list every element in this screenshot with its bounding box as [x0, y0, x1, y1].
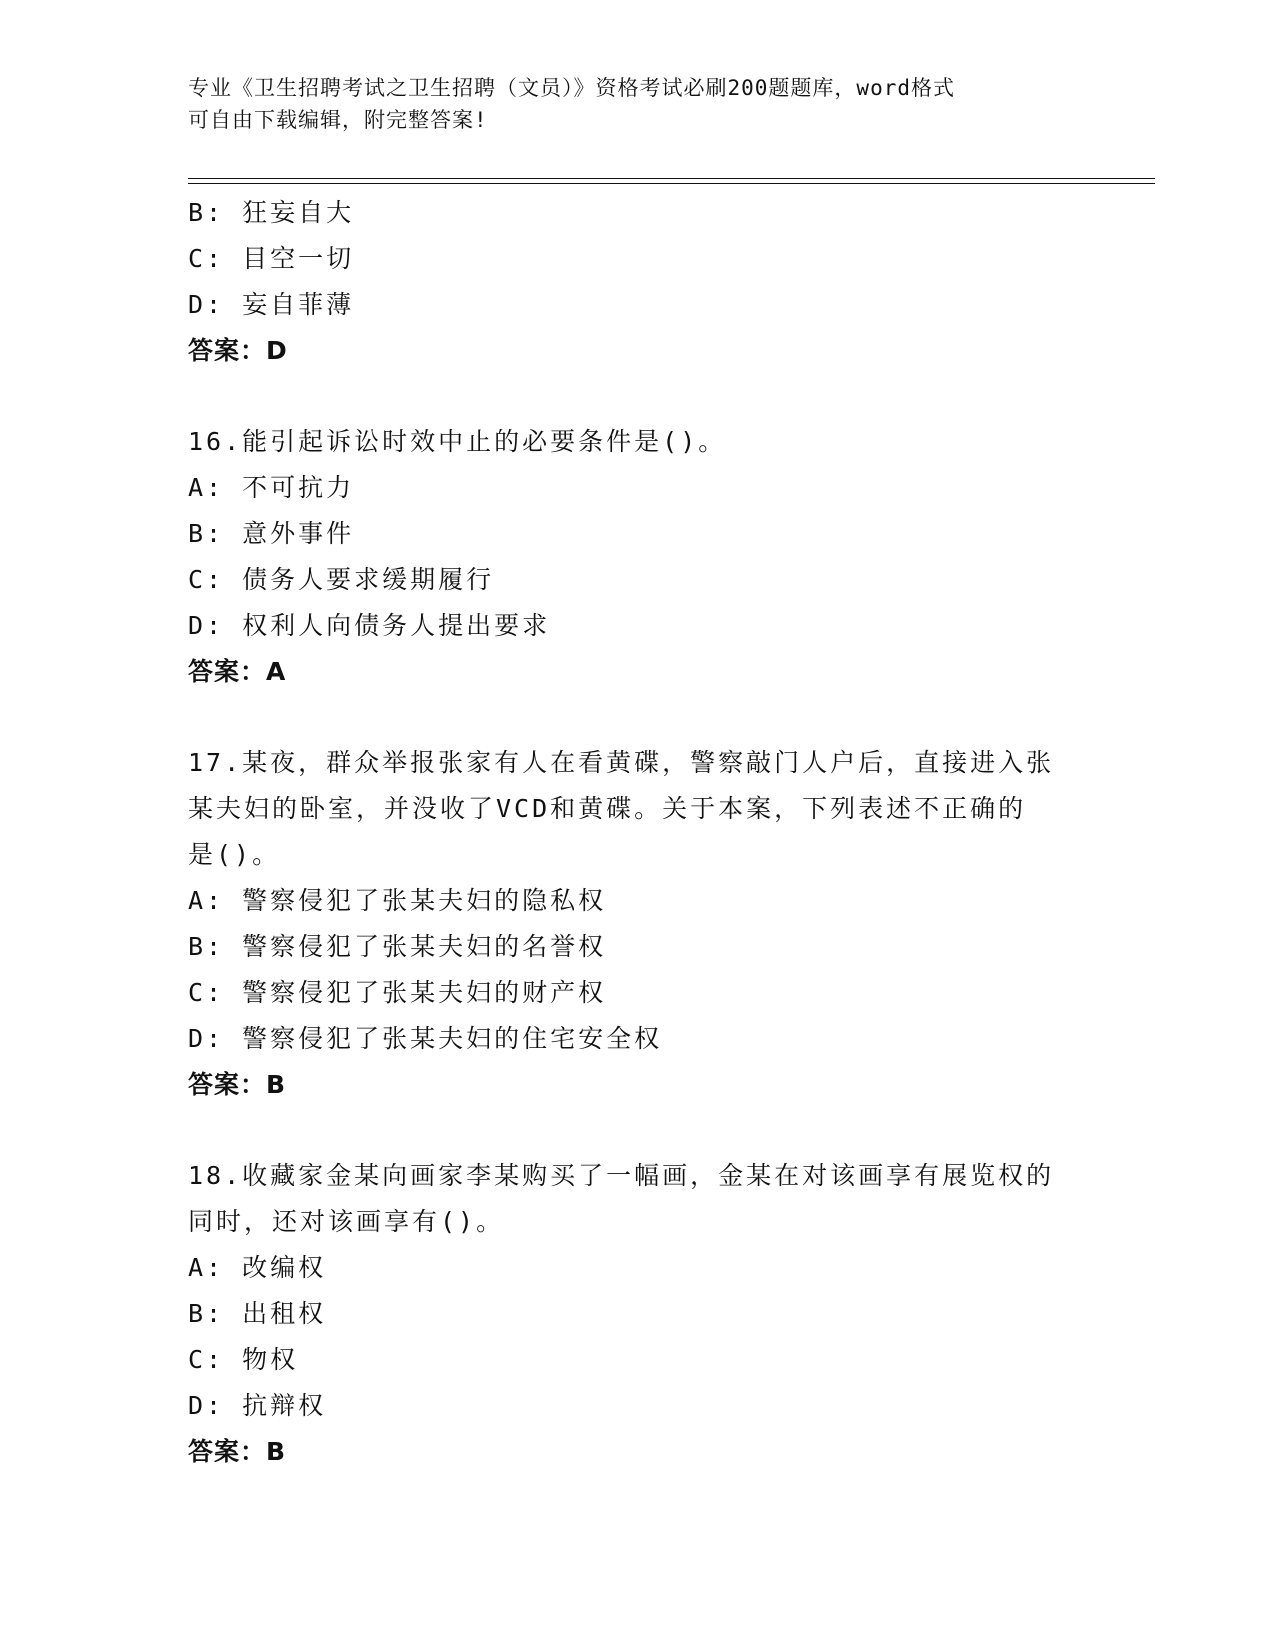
question-text: 18.收藏家金某向画家李某购买了一幅画，金某在对该画享有展览权的 [188, 1161, 1055, 1190]
question-16 [188, 419, 1088, 695]
answer-label: 答案：D [188, 336, 288, 365]
header-line-1: 专业《卫生招聘考试之卫生招聘（文员）》资格考试必刷200题题库，word格式 [188, 76, 955, 100]
option-d: D: 权利人向债务人提出要求 [188, 611, 551, 640]
answer-label: 答案：B [188, 1437, 287, 1466]
header-line-2: 可自由下载编辑，附完整答案! [188, 108, 488, 132]
option-b: B: 出租权 [188, 1299, 327, 1328]
option-b: B: 意外事件 [188, 519, 355, 548]
option-a: A: 改编权 [188, 1253, 327, 1282]
option-b: B: 狂妄自大 [188, 198, 355, 227]
answer-label: 答案：B [188, 1070, 287, 1099]
option-c: C: 债务人要求缓期履行 [188, 565, 495, 594]
question-15-continuation [188, 190, 1088, 374]
option-a: A: 警察侵犯了张某夫妇的隐私权 [188, 886, 607, 915]
option-d: D: 警察侵犯了张某夫妇的住宅安全权 [188, 1024, 663, 1053]
answer-label: 答案：A [188, 657, 287, 686]
question-text: 是()。 [188, 840, 281, 869]
option-d: D: 妄自菲薄 [188, 290, 355, 319]
question-17 [188, 740, 1088, 1108]
question-text: 同时，还对该画享有()。 [188, 1207, 505, 1236]
option-c: C: 物权 [188, 1345, 299, 1374]
header-rule-top [188, 178, 1155, 179]
question-text: 某夫妇的卧室，并没收了VCD和黄碟。关于本案，下列表述不正确的 [188, 794, 1027, 823]
option-a: A: 不可抗力 [188, 473, 355, 502]
question-text: 17.某夜，群众举报张家有人在看黄碟，警察敲门人户后，直接进入张 [188, 748, 1055, 777]
question-18 [188, 1153, 1088, 1475]
question-content [188, 190, 1088, 1475]
option-c: C: 警察侵犯了张某夫妇的财产权 [188, 978, 607, 1007]
option-c: C: 目空一切 [188, 244, 355, 273]
option-b: B: 警察侵犯了张某夫妇的名誉权 [188, 932, 607, 961]
option-d: D: 抗辩权 [188, 1391, 327, 1420]
header-rule-bottom [188, 183, 1155, 184]
question-text: 16.能引起诉讼时效中止的必要条件是()。 [188, 427, 727, 456]
document-header [188, 72, 1088, 136]
